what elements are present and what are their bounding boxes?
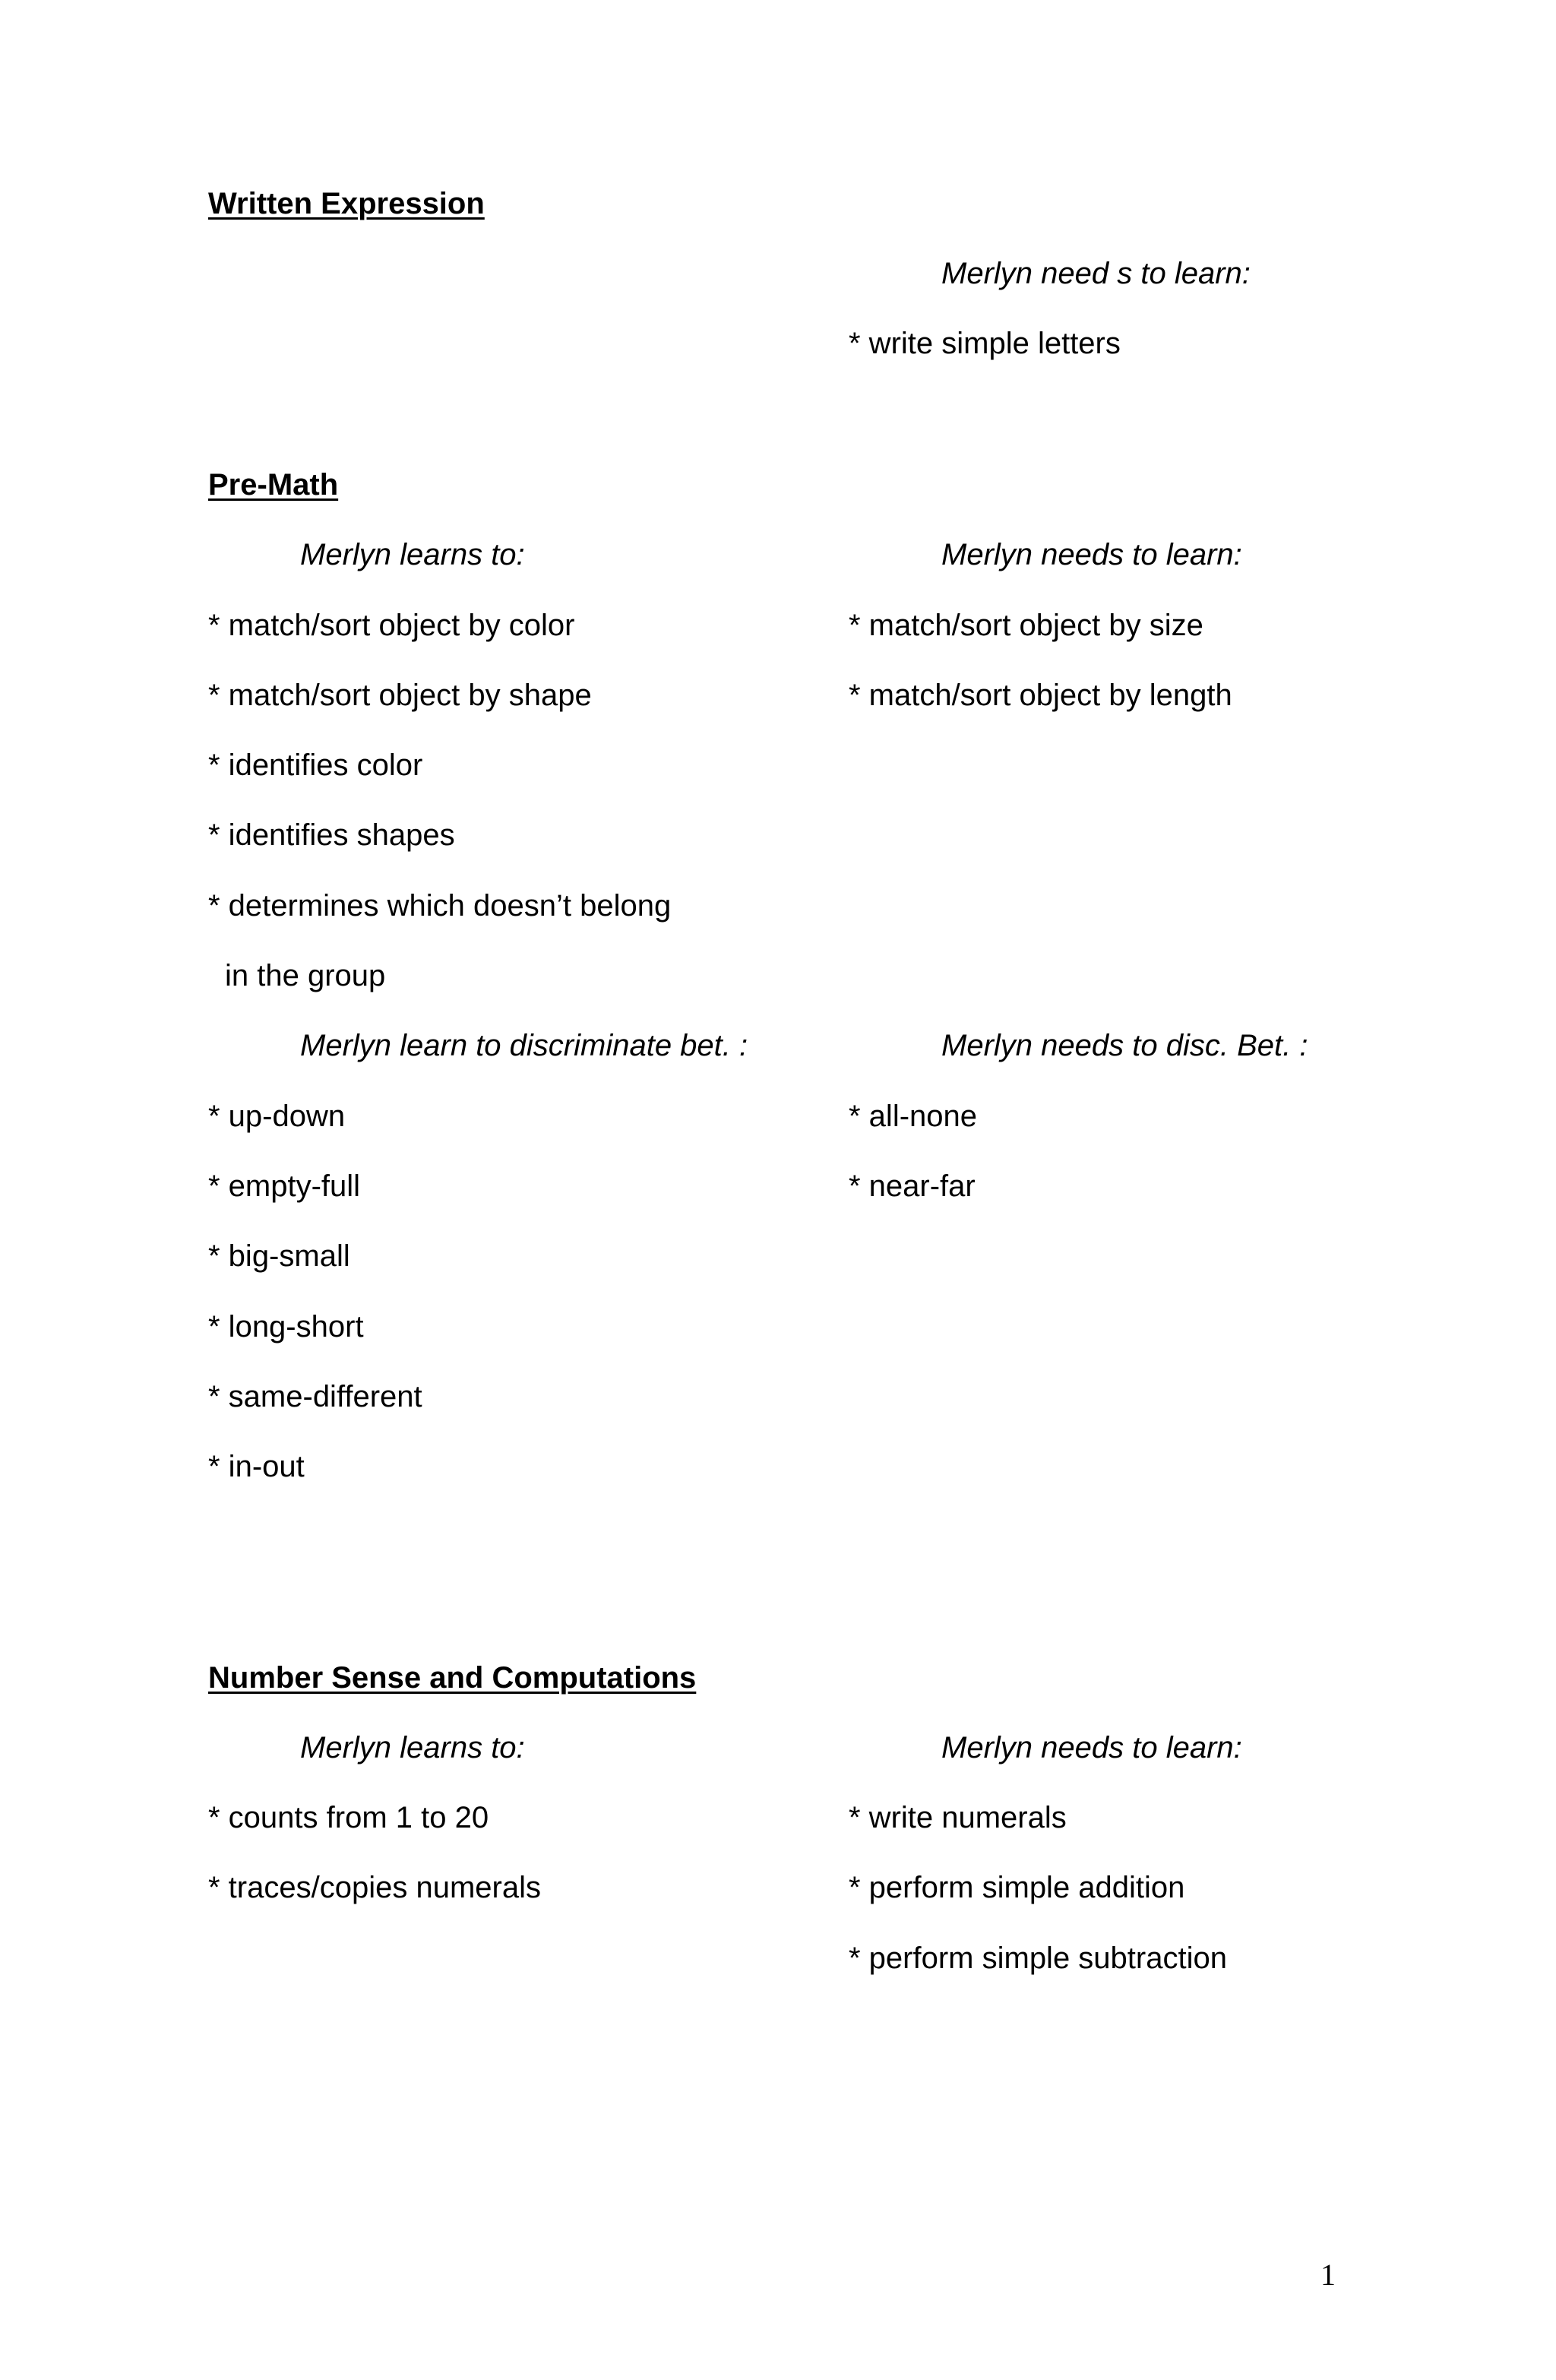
needs-item: * write numerals [849,1801,1067,1834]
learns-item: * match/sort object by color [208,609,575,642]
needs-header: Merlyn needs to learn: [941,538,1242,571]
disc-needs-item: * near-far [849,1169,976,1203]
learns-item: * match/sort object by shape [208,679,592,712]
learns-header: Merlyn learns to: [300,1731,525,1764]
discriminate-header: Merlyn learn to discriminate bet. : [300,1029,748,1062]
needs-header: Merlyn needs to learn: [941,1731,1242,1764]
discriminate-item: * big-small [208,1239,350,1273]
page-number: 1 [1320,2258,1336,2292]
needs-item: * perform simple addition [849,1871,1185,1904]
learns-item: * identifies color [208,748,423,782]
section-heading-number-sense: Number Sense and Computations [208,1661,697,1695]
disc-needs-header: Merlyn needs to disc. Bet. : [941,1029,1308,1062]
disc-needs-item: * all-none [849,1100,978,1133]
section-heading-written-expression: Written Expression [208,187,485,220]
discriminate-item: * long-short [208,1310,364,1343]
needs-item: * match/sort object by length [849,679,1232,712]
learns-item-continued: in the group [225,959,386,992]
learns-item: * identifies shapes [208,818,455,852]
learns-item: * counts from 1 to 20 [208,1801,489,1834]
learns-item: * traces/copies numerals [208,1871,541,1904]
needs-item: * perform simple subtraction [849,1942,1227,1975]
needs-item: * write simple letters [849,327,1121,360]
section-heading-pre-math: Pre-Math [208,468,339,502]
needs-header: Merlyn need s to learn: [941,257,1251,290]
learns-item: * determines which doesn’t belong [208,889,672,923]
learns-header: Merlyn learns to: [300,538,525,571]
needs-item: * match/sort object by size [849,609,1203,642]
discriminate-item: * in-out [208,1450,305,1483]
discriminate-item: * empty-full [208,1169,361,1203]
discriminate-item: * up-down [208,1100,346,1133]
discriminate-item: * same-different [208,1380,422,1413]
